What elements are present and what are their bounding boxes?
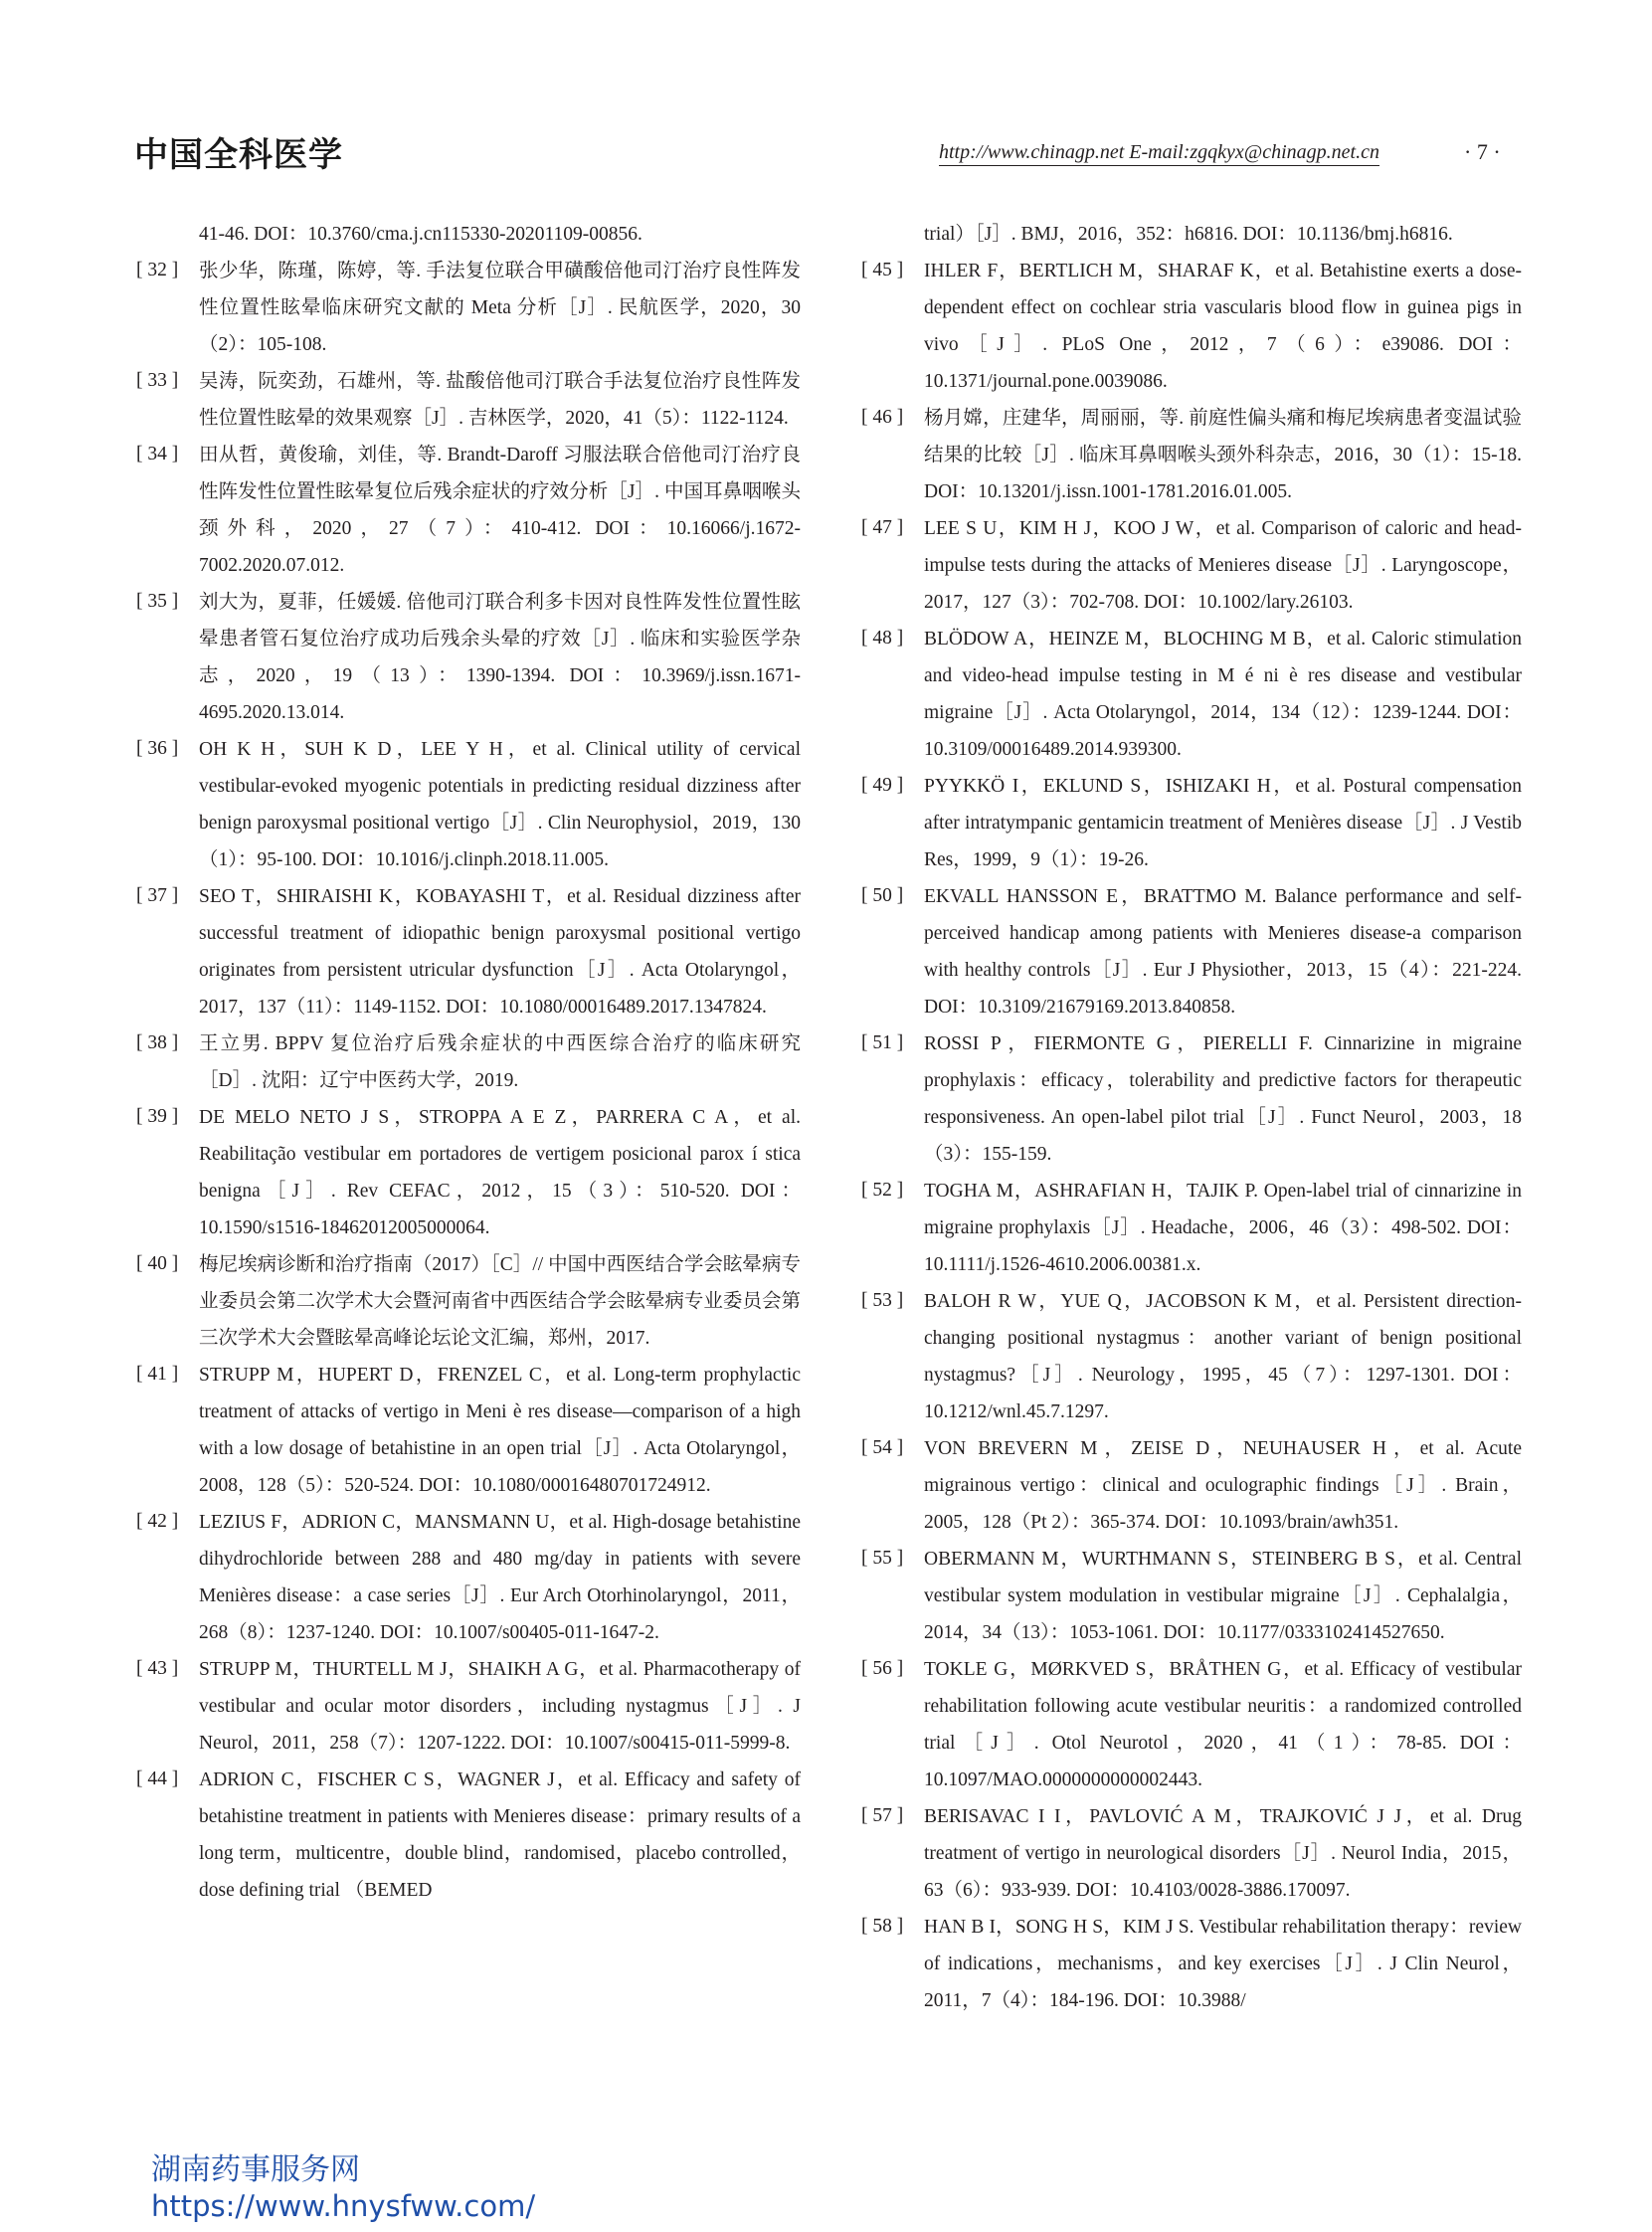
reference-number: [ 41 ] [136,1364,179,1385]
reference-text: DE MELO NETO J S，STROPPA A E Z，PARRERA C A，et al. Reabilitação vestibular em portadores de vertigem posicional parox í stica benigna［J］. Rev CEFAC，2012，15（3）：510-520. DOI：10.1590/s1516-18462012005000064. [199,1107,801,1238]
reference-text: ADRION C，FISCHER C S，WAGNER J，et al. Efficacy and safety of betahistine treatment in patients with Menieres disease：primary results of a long term，multicentre，double blind，randomised，placebo controlled，dose defining trial （BEMED [199,1769,801,1901]
reference-item [136,1025,801,1099]
reference-column-right [861,217,1522,2019]
reference-item [136,584,801,731]
reference-number: [ 39 ] [136,1106,179,1127]
reference-number: [ 52 ] [861,1180,904,1201]
reference-item [136,731,801,878]
reference-item [861,1025,1522,1173]
journal-title: 中国全科医学 [134,135,343,175]
reference-item [861,878,1522,1025]
reference-list-left [136,253,801,1909]
reference-item [136,1651,801,1762]
reference-text: 梅尼埃病诊断和治疗指南（2017）［C］// 中国中西医结合学会眩晕病专业委员会第二次学术大会暨河南省中西医结合学会眩晕病专业委员会第三次学术大会暨眩晕高峰论坛论文汇编，郑州，2017. [199,1254,801,1349]
reference-number: [ 42 ] [136,1511,179,1532]
reference-text: BALOH R W，YUE Q，JACOBSON K M，et al. Persistent direction-changing positional nystagmus：another variant of benign positional nystagmus?［J］. Neurology，1995，45（7）：1297-1301. DOI：10.1212/wnl.45.7.1297. [924,1291,1522,1422]
reference-item [861,768,1522,878]
reference-number: [ 40 ] [136,1253,179,1274]
reference-text: IHLER F，BERTLICH M，SHARAF K，et al. Betahistine exerts a dose-dependent effect on cochlear stria vascularis blood flow in guinea pigs in vivo［J］. PLoS One，2012，7（6）：e39086. DOI：10.1371/journal.pone.0039086. [924,261,1522,392]
reference-text: TOGHA M，ASHRAFIAN H，TAJIK P. Open-label trial of cinnarizine in migraine prophylaxis［J］. Headache，2006，46（3）：498-502. DOI：10.1111/j.1526-4610.2006.00381.x. [924,1181,1522,1275]
reference-text: ROSSI P，FIERMONTE G，PIERELLI F. Cinnarizine in migraine prophylaxis：efficacy，tolerability and predictive factors for therapeutic responsiveness. An open-label pilot trial［J］. Funct Neurol，2003，18（3）：155-159. [924,1033,1522,1165]
reference-number: [ 51 ] [861,1032,904,1053]
watermark-footer [151,2152,535,2224]
reference-text: OH K H，SUH K D，LEE Y H，et al. Clinical utility of cervical vestibular-evoked myogenic potentials in predicting residual dizziness after benign paroxysmal positional vertigo［J］. Clin Neurophysiol，2019，130（1）：95-100. DOI：10.1016/j.clinph.2018.11.005. [199,739,801,870]
reference-text: 刘大为，夏菲，任媛媛. 倍他司汀联合利多卡因对良性阵发性位置性眩晕患者管石复位治疗成功后残余头晕的疗效［J］. 临床和实验医学杂志，2020，19（13）：1390-1394. DOI：10.3969/j.issn.1671-4695.2020.13.014. [199,592,801,723]
journal-contact: http://www.chinagp.net E-mail:zgqkyx@chinagp.net.cn [939,141,1379,166]
reference-text: 杨月嫦，庄建华，周丽丽，等. 前庭性偏头痛和梅尼埃病患者变温试验结果的比较［J］. 临床耳鼻咽喉头颈外科杂志，2016，30（1）：15-18. DOI：10.13201/j.issn.1001-1781.2016.01.005. [924,408,1522,502]
reference-text: BERISAVAC I I，PAVLOVIĆ A M，TRAJKOVIĆ J J，et al. Drug treatment of vertigo in neurological disorders［J］. Neurol India，2015，63（6）：933-939. DOI：10.4103/0028-3886.170097. [924,1806,1522,1901]
reference-text: SEO T，SHIRAISHI K，KOBAYASHI T，et al. Residual dizziness after successful treatment of idiopathic benign paroxysmal positional vertigo originates from persistent utricular dysfunction［J］. Acta Otolaryngol，2017，137（11）：1149-1152. DOI：10.1080/00016489.2017.1347824. [199,886,801,1018]
reference-number: [ 34 ] [136,444,179,465]
reference-item [136,1357,801,1504]
reference-item [861,400,1522,510]
reference-number: [ 36 ] [136,738,179,759]
reference-number: [ 37 ] [136,885,179,906]
reference-item [861,1430,1522,1541]
reference-item [861,1173,1522,1283]
watermark-site-name: 湖南药事服务网 [151,2152,360,2187]
reference-number: [ 35 ] [136,591,179,612]
reference-item [136,253,801,363]
reference-item [136,437,801,584]
reference-text: 张少华，陈瑾，陈婷，等. 手法复位联合甲磺酸倍他司汀治疗良性阵发性位置性眩晕临床研究文献的 Meta 分析［J］. 民航医学，2020，30（2）：105-108. [199,261,801,355]
reference-item [861,1541,1522,1651]
reference-item [861,621,1522,768]
reference-number: [ 46 ] [861,407,904,428]
reference-text: TOKLE G，MØRKVED S，BRÅTHEN G，et al. Efficacy of vestibular rehabilitation following acute vestibular neuritis：a randomized controlled trial［J］. Otol Neurotol，2020，41（1）：78-85. DOI：10.1097/MAO.0000000000002443. [924,1659,1522,1790]
reference-item [136,1504,801,1651]
reference-number: [ 32 ] [136,260,179,280]
reference-item [136,878,801,1025]
reference-number: [ 58 ] [861,1916,904,1937]
reference-text: 王立男. BPPV 复位治疗后残余症状的中西医综合治疗的临床研究［D］. 沈阳：辽宁中医药大学，2019. [199,1033,801,1091]
reference-item [136,1246,801,1357]
watermark-site-url[interactable]: https://www.hnysfww.com/ [151,2189,536,2223]
reference-number: [ 33 ] [136,370,179,391]
reference-continuation: trial）［J］. BMJ，2016，352：h6816. DOI：10.1136/bmj.h6816. [924,224,1453,245]
reference-text: LEE S U，KIM H J，KOO J W，et al. Comparison of caloric and head-impulse tests during the attacks of Menieres disease［J］. Laryngoscope，2017，127（3）：702-708. DOI：10.1002/lary.26103. [924,518,1522,613]
page-header [0,0,1652,189]
reference-number: [ 43 ] [136,1658,179,1679]
reference-text: EKVALL HANSSON E，BRATTMO M. Balance performance and self-perceived handicap among patients with Menieres disease-a comparison with healthy controls［J］. Eur J Physiother，2013，15（4）：221-224. DOI：10.3109/21679169.2013.840858. [924,886,1522,1018]
reference-item [861,510,1522,621]
reference-item [136,1762,801,1909]
reference-item [136,1099,801,1246]
reference-number: [ 55 ] [861,1548,904,1569]
reference-item [861,253,1522,400]
reference-number: [ 56 ] [861,1658,904,1679]
page-number: · 7 · [1464,139,1501,164]
reference-number: [ 54 ] [861,1437,904,1458]
reference-text: PYYKKÖ I，EKLUND S，ISHIZAKI H，et al. Postural compensation after intratympanic gentamicin treatment of Menières disease［J］. J Vestib Res，1999，9（1）：19-26. [924,776,1522,870]
reference-continuation: 41-46. DOI：10.3760/cma.j.cn115330-20201109-00856. [199,224,642,245]
reference-text: BLÖDOW A，HEINZE M，BLOCHING M B，et al. Caloric stimulation and video-head impulse testing in M é ni è res disease and vestibular migraine［J］. Acta Otolaryngol，2014，134（12）：1239-1244. DOI：10.3109/00016489.2014.939300. [924,629,1522,760]
reference-item [861,1651,1522,1798]
reference-number: [ 57 ] [861,1805,904,1826]
reference-number: [ 45 ] [861,260,904,280]
reference-list-right [861,253,1522,2019]
reference-text: 田从哲，黄俊瑜，刘佳，等. Brandt-Daroff 习服法联合倍他司汀治疗良性阵发性位置性眩晕复位后残余症状的疗效分析［J］. 中国耳鼻咽喉头颈外科，2020，27（7）：410-412. DOI：10.16066/j.1672-7002.2020.07.012. [199,445,801,576]
reference-text: OBERMANN M，WURTHMANN S，STEINBERG B S，et al. Central vestibular system modulation in vestibular migraine［J］. Cephalalgia，2014，34（13）：1053-1061. DOI：10.1177/0333102414527650. [924,1549,1522,1643]
reference-item [136,363,801,437]
reference-text: STRUPP M，HUPERT D，FRENZEL C，et al. Long-term prophylactic treatment of attacks of vertigo in Meni è res disease—comparison of a high with a low dosage of betahistine in an open trial［J］. Acta Otolaryngol，2008，128（5）：520-524. DOI：10.1080/00016480701724912. [199,1365,801,1496]
reference-column-left [136,217,801,1909]
reference-text: VON BREVERN M，ZEISE D，NEUHAUSER H，et al. Acute migrainous vertigo：clinical and oculographic findings［J］. Brain，2005，128（Pt 2）：365-374. DOI：10.1093/brain/awh351. [924,1438,1522,1533]
reference-text: HAN B I，SONG H S，KIM J S. Vestibular rehabilitation therapy：review of indications，mechanisms，and key exercises［J］. J Clin Neurol，2011，7（4）：184-196. DOI：10.3988/ [924,1917,1522,2011]
reference-number: [ 44 ] [136,1768,179,1789]
reference-item [861,1798,1522,1909]
reference-number: [ 53 ] [861,1290,904,1311]
reference-text: LEZIUS F，ADRION C，MANSMANN U，et al. High-dosage betahistine dihydrochloride between 288 and 480 mg/day in patients with severe Menières disease：a case series［J］. Eur Arch Otorhinolaryngol，2011，268（8）：1237-1240. DOI：10.1007/s00405-011-1647-2. [199,1512,801,1643]
reference-item [861,1909,1522,2019]
reference-number: [ 50 ] [861,885,904,906]
reference-number: [ 49 ] [861,775,904,796]
reference-number: [ 47 ] [861,517,904,538]
reference-number: [ 38 ] [136,1032,179,1053]
reference-text: 吴涛，阮奕劲，石雄州，等. 盐酸倍他司汀联合手法复位治疗良性阵发性位置性眩晕的效果观察［J］. 吉林医学，2020，41（5）：1122-1124. [199,371,801,429]
reference-number: [ 48 ] [861,628,904,649]
reference-item [861,1283,1522,1430]
reference-text: STRUPP M，THURTELL M J，SHAIKH A G，et al. Pharmacotherapy of vestibular and ocular motor disorders，including nystagmus［J］. J Neurol，2011，258（7）：1207-1222. DOI：10.1007/s00415-011-5999-8. [199,1659,801,1754]
